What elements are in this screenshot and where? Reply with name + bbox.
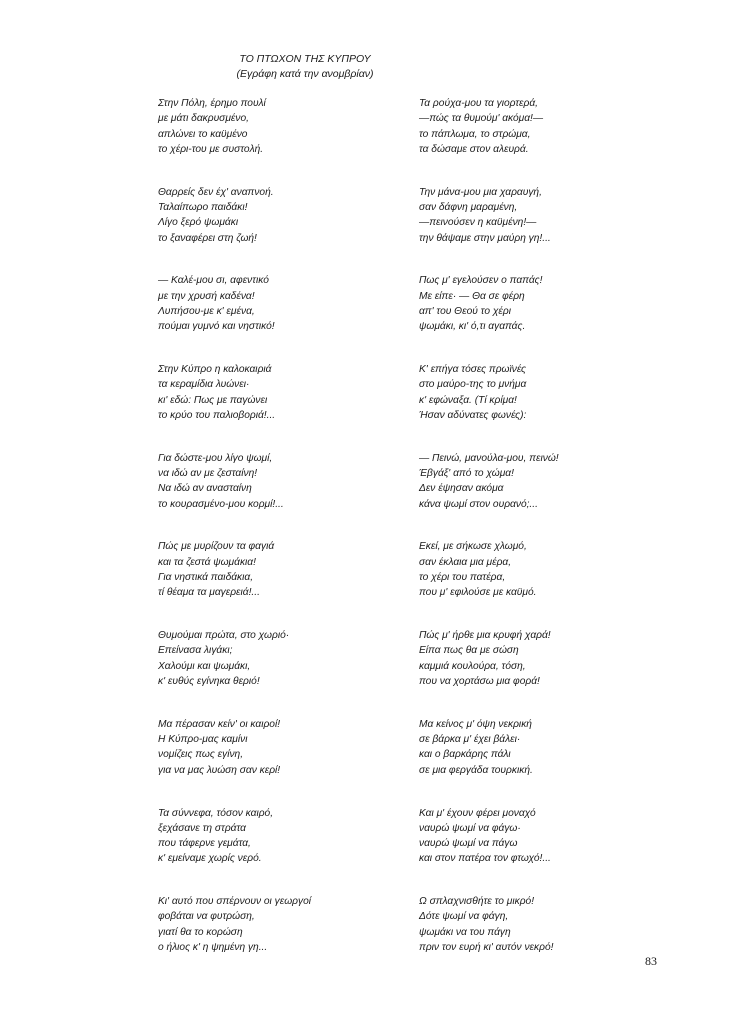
poem-stanza [419, 273, 659, 334]
poem-line: που μ' εφιλούσε με καϋμό. [419, 587, 537, 599]
poem-line: Πως μ' εγελούσεν ο παπάς! [419, 275, 543, 287]
poem-line: που να χορτάσω μια φορά! [419, 676, 540, 688]
poem-line: το κρύο του παλιοβοριά!... [158, 409, 276, 421]
poem-stanza [419, 806, 659, 867]
poem-line: και στον πατέρα τον φτωχό!... [419, 853, 551, 865]
poem-line: το πάπλωμα, το στρώμα, [419, 128, 531, 140]
poem-line: τα κεραμίδια λυώνει· [158, 379, 250, 391]
page-number: 83 [645, 954, 657, 968]
poem-stanza [158, 717, 398, 778]
poem-line: Η Κύπρο-μας καμίνι [158, 734, 248, 746]
poem-line: Για νηστικά παιδάκια, [158, 572, 254, 584]
poem-line: Πώς μ' ήρθε μια κρυφή χαρά! [419, 630, 551, 642]
poem-line: Ω σπλαχνισθήτε το μικρό! [419, 896, 535, 908]
poem-line: —πώς τα θυμούμ' ακόμα!— [419, 113, 544, 125]
poem-stanza [158, 628, 398, 689]
poem-stanza [419, 362, 659, 423]
poem-line: Θυμούμαι πρώτα, στο χωριό· [158, 630, 290, 642]
poem-line: με μάτι δακρυσμένο, [158, 113, 249, 125]
poem-line: το χέρι-του με συστολή. [158, 143, 264, 155]
poem-line: με την χρυσή καδένα! [158, 290, 255, 302]
poem-line: ξεχάσανε τη στράτα [158, 822, 246, 834]
poem-line: Να ιδώ αν ανασταίνη [158, 483, 252, 495]
poem-line: Επείνασα λιγάκι; [158, 645, 233, 657]
poem-line: Τα σύννεφα, τόσον καιρό, [158, 807, 274, 819]
poem-line: κ' εμείναμε χωρίς νερό. [158, 853, 262, 865]
poem-line: Την μάνα-μου μια χαραυγή, [419, 186, 542, 198]
poem-line: Στην Πόλη, έρημο πουλί [158, 98, 266, 109]
poem-line: Έβγάξ' από το χώμα! [419, 468, 514, 480]
poem-line: που τάφερνε γεμάτα, [158, 838, 251, 850]
poem-line: ναυρώ ψωμί να φάγω· [419, 822, 521, 834]
poem-stanza [419, 185, 659, 246]
poem-line: Κ' επήγα τόσες πρωϊνές [419, 364, 526, 376]
poem-left-column [158, 96, 398, 983]
poem-stanza [158, 894, 398, 955]
poem-line: Τα ρούχα-μου τα γιορτερά, [419, 98, 539, 109]
poem-stanza [419, 628, 659, 689]
poem-line: στο μαύρο-της το μνήμα [419, 379, 527, 391]
poem-line: σαν δάφνη μαραμένη, [419, 201, 518, 213]
poem-line: Λυπήσου-με κ' εμένα, [158, 305, 255, 317]
poem-line: πούμαι γυμνό και νηστικό! [158, 321, 275, 333]
poem-line: και τα ζεστά ψωμάκια! [158, 556, 256, 568]
poem-line: κι' εδώ: Πως με παγώνει [158, 394, 268, 406]
poem-stanza [158, 96, 398, 157]
poem-line: Χαλούμι και ψωμάκι, [158, 660, 251, 672]
poem-line: να ιδώ αν με ζεσταίνη! [158, 468, 258, 480]
poem-line: Δεν έψησαν ακόμα [419, 483, 504, 495]
poem-line: το ξαναφέρει στη ζωή! [158, 232, 257, 244]
poem-line: ψωμάκι, κι' ό,τι αγαπάς. [419, 321, 526, 333]
poem-line: ο ήλιος κ' η ψημένη γη... [158, 942, 268, 954]
poem-line: Πώς με μυρίζουν τα φαγιά [158, 541, 275, 553]
poem-stanza [158, 451, 398, 512]
poem-line: Είπα πως θα με σώση [419, 645, 519, 657]
poem-line: νομίζεις πως εγίνη, [158, 749, 244, 761]
poem-subtitle: (Εγράφη κατά την ανομβρίαν) [236, 68, 374, 80]
poem-line: Με είπε· — Θα σε φέρη [419, 290, 525, 302]
poem-line: το κουρασμένο-μου κορμί!... [158, 498, 284, 510]
poem-line: γιατί θα το κορώση [158, 926, 243, 938]
poem-line: — Πεινώ, μανούλα-μου, πεινώ! [419, 452, 559, 464]
poem-line: Στην Κύπρο η καλοκαιριά [158, 364, 272, 376]
poem-stanza [419, 451, 659, 512]
poem-line: σαν έκλαια μια μέρα, [419, 556, 512, 568]
poem-line: Δότε ψωμί να φάγη, [419, 911, 509, 923]
poem-line: ναυρώ ψωμί να πάγω [419, 838, 518, 850]
poem-line: κ' εφώναξα. (Τί κρίμα! [419, 394, 517, 406]
poem-line: Και μ' έχουν φέρει μοναχό [419, 807, 536, 819]
poem-stanza [419, 96, 659, 157]
poem-line: ψωμάκι να του πάγη [419, 926, 511, 938]
poem-line: πριν τον ευρή κι' αυτόν νεκρό! [419, 942, 554, 954]
poem-stanza [158, 806, 398, 867]
poem-stanza [158, 539, 398, 600]
poem-line: σε μια φεργάδα τουρκική. [419, 764, 533, 776]
poem-line: Ήσαν αδύνατες φωνές): [419, 409, 527, 421]
poem-line: Για δώστε-μου λίγο ψωμί, [158, 452, 273, 464]
poem-line: φοβάται να φυτρώση, [158, 911, 255, 923]
poem-line: τί θέαμα τα μαγερειά!... [158, 587, 260, 599]
poem-stanza [158, 362, 398, 423]
poem-right-column [419, 96, 659, 983]
poem-line: κ' ευθύς εγίνηκα θεριό! [158, 676, 260, 688]
poem-line: Θαρρείς δεν έχ' αναπνοή. [158, 186, 274, 198]
poem-title-block [220, 52, 390, 82]
poem-line: απ' του Θεού το χέρι [419, 305, 511, 317]
poem-stanza [419, 717, 659, 778]
poem-line: —πεινούσεν η καϋμένη!— [419, 217, 537, 229]
poem-line: τα δώσαμε στον αλευρά. [419, 143, 529, 155]
poem-line: Εκεί, με σήκωσε χλωμό, [419, 541, 527, 553]
poem-line: κάνα ψωμί στον ουρανό;... [419, 498, 538, 510]
poem-line: — Καλέ-μου σι, αφεντικό [158, 275, 269, 287]
poem-line: Μα πέρασαν κείν' οι καιροί! [158, 718, 281, 730]
poem-stanza [419, 539, 659, 600]
poem-line: Μα κείνος μ' όψη νεκρική [419, 718, 532, 730]
poem-stanza [158, 273, 398, 334]
poem-line: την θάψαμε στην μαύρη γη!... [419, 232, 551, 244]
poem-line: Λίγο ξερό ψωμάκι [158, 217, 239, 229]
poem-line: το χέρι του πατέρα, [419, 572, 506, 584]
poem-stanza [419, 894, 659, 955]
poem-line: καμμιά κουλούρα, τόση, [419, 660, 526, 672]
poem-line: και ο βαρκάρης πάλι [419, 749, 511, 761]
poem-line: για να μας λυώση σαν κερί! [158, 764, 281, 776]
poem-line: Κι' αυτό που σπέρνουν οι γεωργοί [158, 896, 312, 908]
poem-line: Ταλαίπωρο παιδάκι! [158, 201, 248, 213]
poem-title: ΤΟ ΠΤΩΧΟΝ ΤΗΣ ΚΥΠΡΟΥ [239, 53, 371, 65]
poem-line: απλώνει το καϋμένο [158, 128, 248, 140]
poem-stanza [158, 185, 398, 246]
poem-line: σε βάρκα μ' έχει βάλει· [419, 734, 521, 746]
